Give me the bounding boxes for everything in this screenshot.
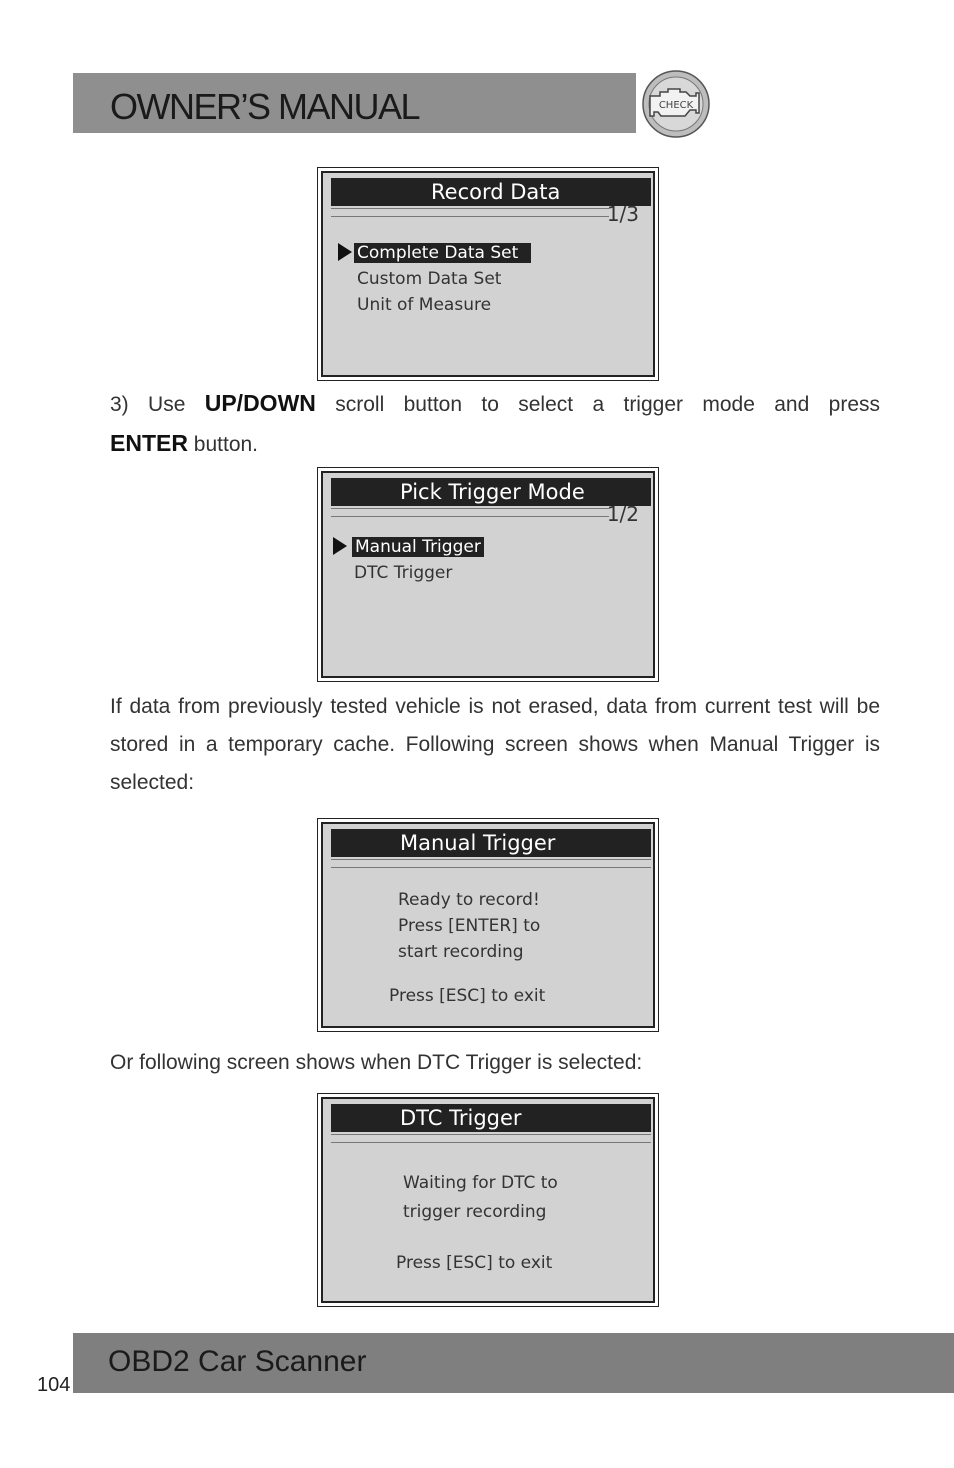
- screen-title: Record Data: [331, 178, 651, 206]
- divider: [331, 859, 651, 868]
- page-number: 104: [37, 1374, 71, 1396]
- exit-hint: Press [ESC] to exit: [396, 1253, 553, 1273]
- menu-item-unit-of-measure[interactable]: Unit of Measure: [357, 295, 492, 315]
- dtc-trigger-screen: [317, 1093, 659, 1307]
- page-indicator: 1/2: [606, 502, 639, 526]
- selection-arrow-icon: [333, 537, 347, 555]
- status-line: Press [ENTER] to: [398, 916, 541, 936]
- menu-item-dtc-trigger[interactable]: DTC Trigger: [354, 563, 453, 583]
- menu-item-custom-data-set[interactable]: Custom Data Set: [357, 269, 502, 289]
- check-engine-icon: [642, 70, 710, 138]
- manual-title: OWNER’S MANUAL: [110, 86, 420, 127]
- status-line: Waiting for DTC to: [403, 1173, 558, 1193]
- dtc-paragraph: Or following screen shows when DTC Trigger is selected:: [110, 1051, 643, 1074]
- screen-title: Pick Trigger Mode: [331, 478, 651, 506]
- divider: [331, 508, 609, 517]
- status-line: trigger recording: [403, 1202, 547, 1222]
- cache-paragraph: If data from previously tested vehicle is not erased, data from current test will be stored in a temporary cache. Following screen shows when Manual Trigger is selected:: [110, 695, 880, 794]
- menu-item-manual-trigger[interactable]: Manual Trigger: [352, 537, 484, 557]
- record-data-screen: [317, 167, 659, 381]
- exit-hint: Press [ESC] to exit: [389, 986, 546, 1006]
- page-indicator: 1/3: [606, 202, 639, 226]
- menu-item-complete-data-set[interactable]: Complete Data Set: [354, 243, 531, 263]
- divider: [331, 208, 609, 217]
- status-line: start recording: [398, 942, 524, 962]
- footer-title: OBD2 Car Scanner: [108, 1345, 367, 1378]
- step-3-instruction: 3) Use UP/DOWN scroll button to select a trigger mode and press ENTER button.: [110, 390, 880, 456]
- screen-title: DTC Trigger: [331, 1104, 651, 1132]
- screen-title: Manual Trigger: [331, 829, 651, 857]
- pick-trigger-mode-screen: [317, 467, 659, 682]
- status-line: Ready to record!: [398, 890, 540, 910]
- selection-arrow-icon: [338, 243, 352, 261]
- divider: [331, 1134, 651, 1143]
- check-badge-label: CHECK: [658, 100, 694, 111]
- manual-trigger-screen: [317, 818, 659, 1032]
